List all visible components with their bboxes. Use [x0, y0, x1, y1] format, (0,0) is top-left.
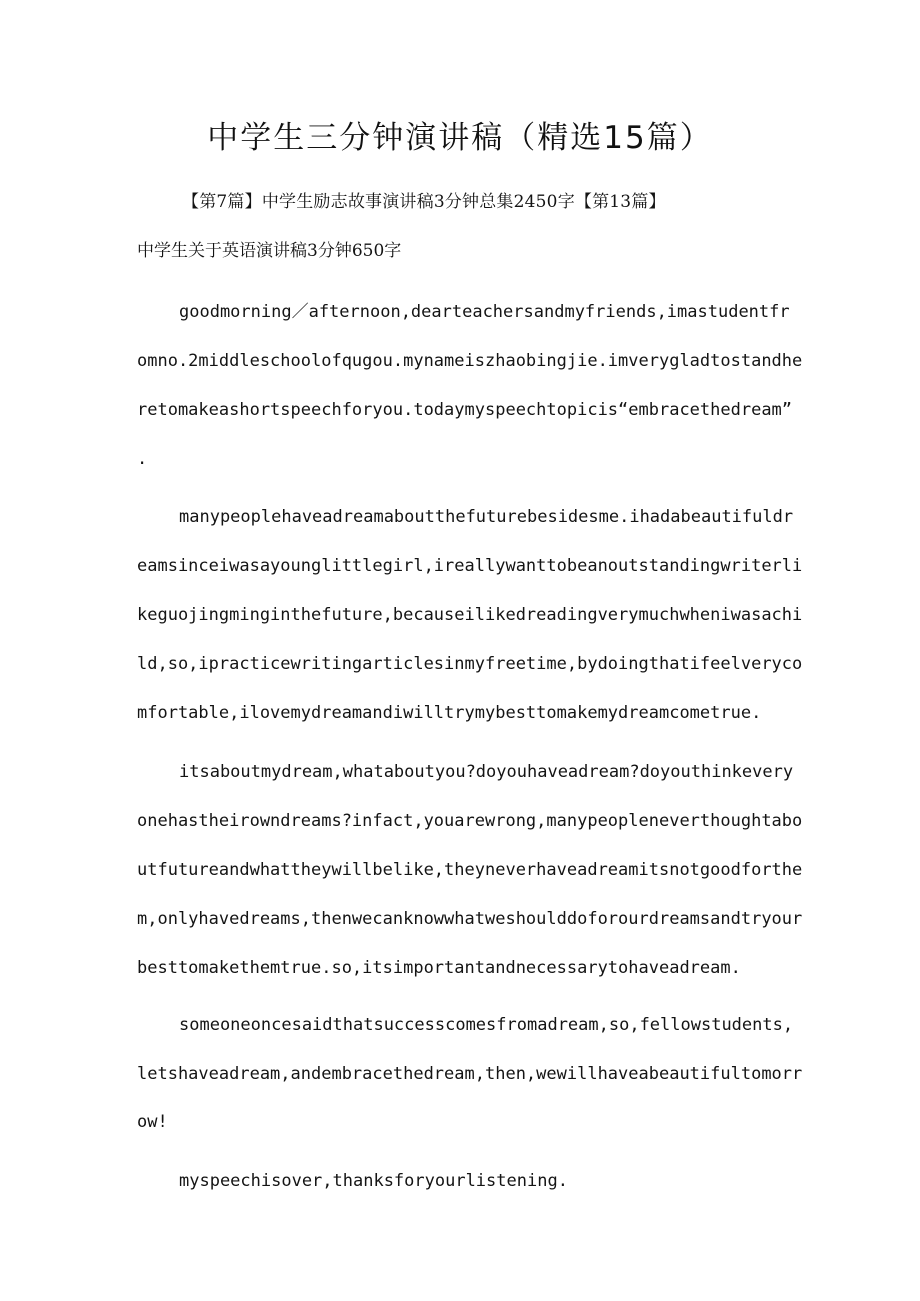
- paragraph-line: myspeechisover,thanksforyourlistening.: [179, 1171, 568, 1191]
- paragraph-line: ow!: [137, 1112, 168, 1132]
- paragraph-line: onehastheirowndreams?infact,youarewrong,manypeopleneverthoughtabo: [137, 811, 803, 831]
- paragraph-line: someoneoncesaidthatsuccesscomesfromadream,so,fellowstudents,: [179, 1015, 794, 1035]
- contents-line: 中学生关于英语演讲稿3分钟650字: [137, 241, 402, 261]
- paragraph-line: itsaboutmydream,whataboutyou?doyouhaveadream?doyouthinkevery: [179, 762, 794, 782]
- paragraph-line: .: [137, 449, 148, 469]
- document-title: 中学生三分钟演讲稿（精选15篇）: [207, 120, 713, 156]
- paragraph-line: omno.2middleschoolofqugou.mynameiszhaobingjie.imverygladtostandhe: [137, 351, 803, 371]
- paragraph-line: letshaveadream,andembracethedream,then,wewillhaveabeautifultomorr: [137, 1064, 803, 1084]
- paragraph-line: m,onlyhavedreams,thenwecanknowwhatweshoulddoforourdreamsandtryour: [137, 909, 803, 929]
- paragraph-line: manypeoplehaveadreamaboutthefuturebesidesme.ihadabeautifuldr: [179, 507, 794, 527]
- paragraph-line: mfortable,ilovemydreamandiwilltrymybesttomakemydreamcometrue.: [137, 703, 762, 723]
- paragraph-line: eamsinceiwasayounglittlegirl,ireallywanttobeanoutstandingwriterli: [137, 556, 803, 576]
- paragraph-line: goodmorning／afternoon,dearteachersandmyfriends,imastudentfr: [179, 302, 790, 322]
- paragraph-line: besttomakethemtrue.so,itsimportantandnecessarytohaveadream.: [137, 958, 741, 978]
- paragraph-line: utfutureandwhattheywillbelike,theyneverhaveadreamitsnotgoodforthe: [137, 860, 803, 880]
- contents-line: 【第7篇】中学生励志故事演讲稿3分钟总集2450字【第13篇】: [182, 192, 666, 212]
- paragraph-line: ld,so,ipracticewritingarticlesinmyfreetime,bydoingthatifeelveryco: [137, 654, 803, 674]
- paragraph-line: keguojingminginthefuture,becauseilikedreadingverymuchwheniwasachi: [137, 605, 803, 625]
- paragraph-line: retomakeashortspeechforyou.todaymyspeechtopicis“embracethedream”: [137, 400, 793, 420]
